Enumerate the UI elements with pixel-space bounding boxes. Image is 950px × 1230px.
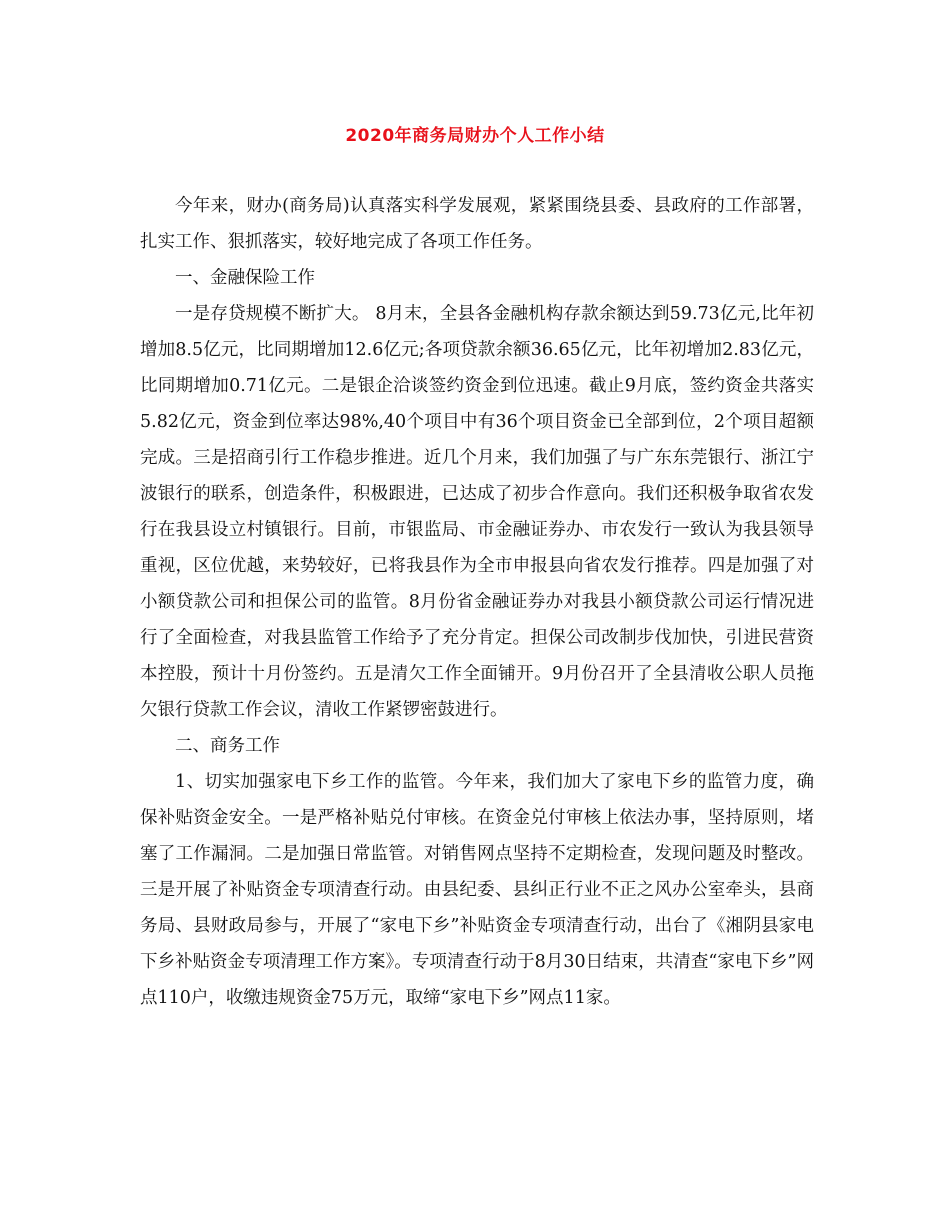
paragraph-finance: 一是存贷规模不断扩大。 8月末，全县各金融机构存款余额达到59.73亿元,比年初增加8.5亿元，比同期增加12.6亿元;各项贷款余额36.65亿元，比年初增加2.83亿元，比同期增加0.71亿元。二是银企洽谈签约资金到位迅速。截止9月底，签约资金共落实5.82亿元，资金到位率达98%,40个项目中有36个项目资金已全部到位，2个项目超额完成。三是招商引行工作稳步推进。近几个月来，我们加强了与广东东莞银行、浙江宁波银行的联系，创造条件，积极跟进，已达成了初步合作意向。我们还积极争取省农发行在我县设立村镇银行。目前，市银监局、市金融证券办、市农发行一致认为我县领导重视，区位优越，来势较好，已将我县作为全市申报县向省农发行推荐。四是加强了对小额贷款公司和担保公司的监管。8月份省金融证券办对我县小额贷款公司运行情况进行了全面检查，对我县监管工作给予了充分肯定。担保公司改制步伐加快，引进民营资本控股，预计十月份签约。五是清欠工作全面铺开。9月份召开了全县清收公职人员拖欠银行贷款工作会议，清收工作紧锣密鼓进行。 (140, 304, 814, 720)
paragraph-intro: 今年来，财办(商务局)认真落实科学发展观，紧紧围绕县委、县政府的工作部署，扎实工作、狠抓落实，较好地完成了各项工作任务。 (140, 196, 814, 252)
section-heading-finance: 一、金融保险工作 (175, 268, 315, 288)
document-title: 2020年商务局财办个人工作小结 (345, 126, 605, 146)
paragraph-commerce: 1、切实加强家电下乡工作的监管。今年来，我们加大了家电下乡的监管力度，确保补贴资金安全。一是严格补贴兑付审核。在资金兑付审核上依法办事，坚持原则，堵塞了工作漏洞。二是加强日常监管。对销售网点坚持不定期检查，发现问题及时整改。三是开展了补贴资金专项清查行动。由县纪委、县纠正行业不正之风办公室牵头，县商务局、县财政局参与，开展了“家电下乡”补贴资金专项清查行动，出台了《湘阴县家电下乡补贴资金专项清理工作方案》。专项清查行动于8月30日结束，共清查“家电下乡”网点110户，收缴违规资金75万元，取缔“家电下乡”网点11家。 (140, 772, 814, 1008)
document-body (140, 188, 814, 1016)
section-heading-commerce: 二、商务工作 (175, 736, 280, 756)
